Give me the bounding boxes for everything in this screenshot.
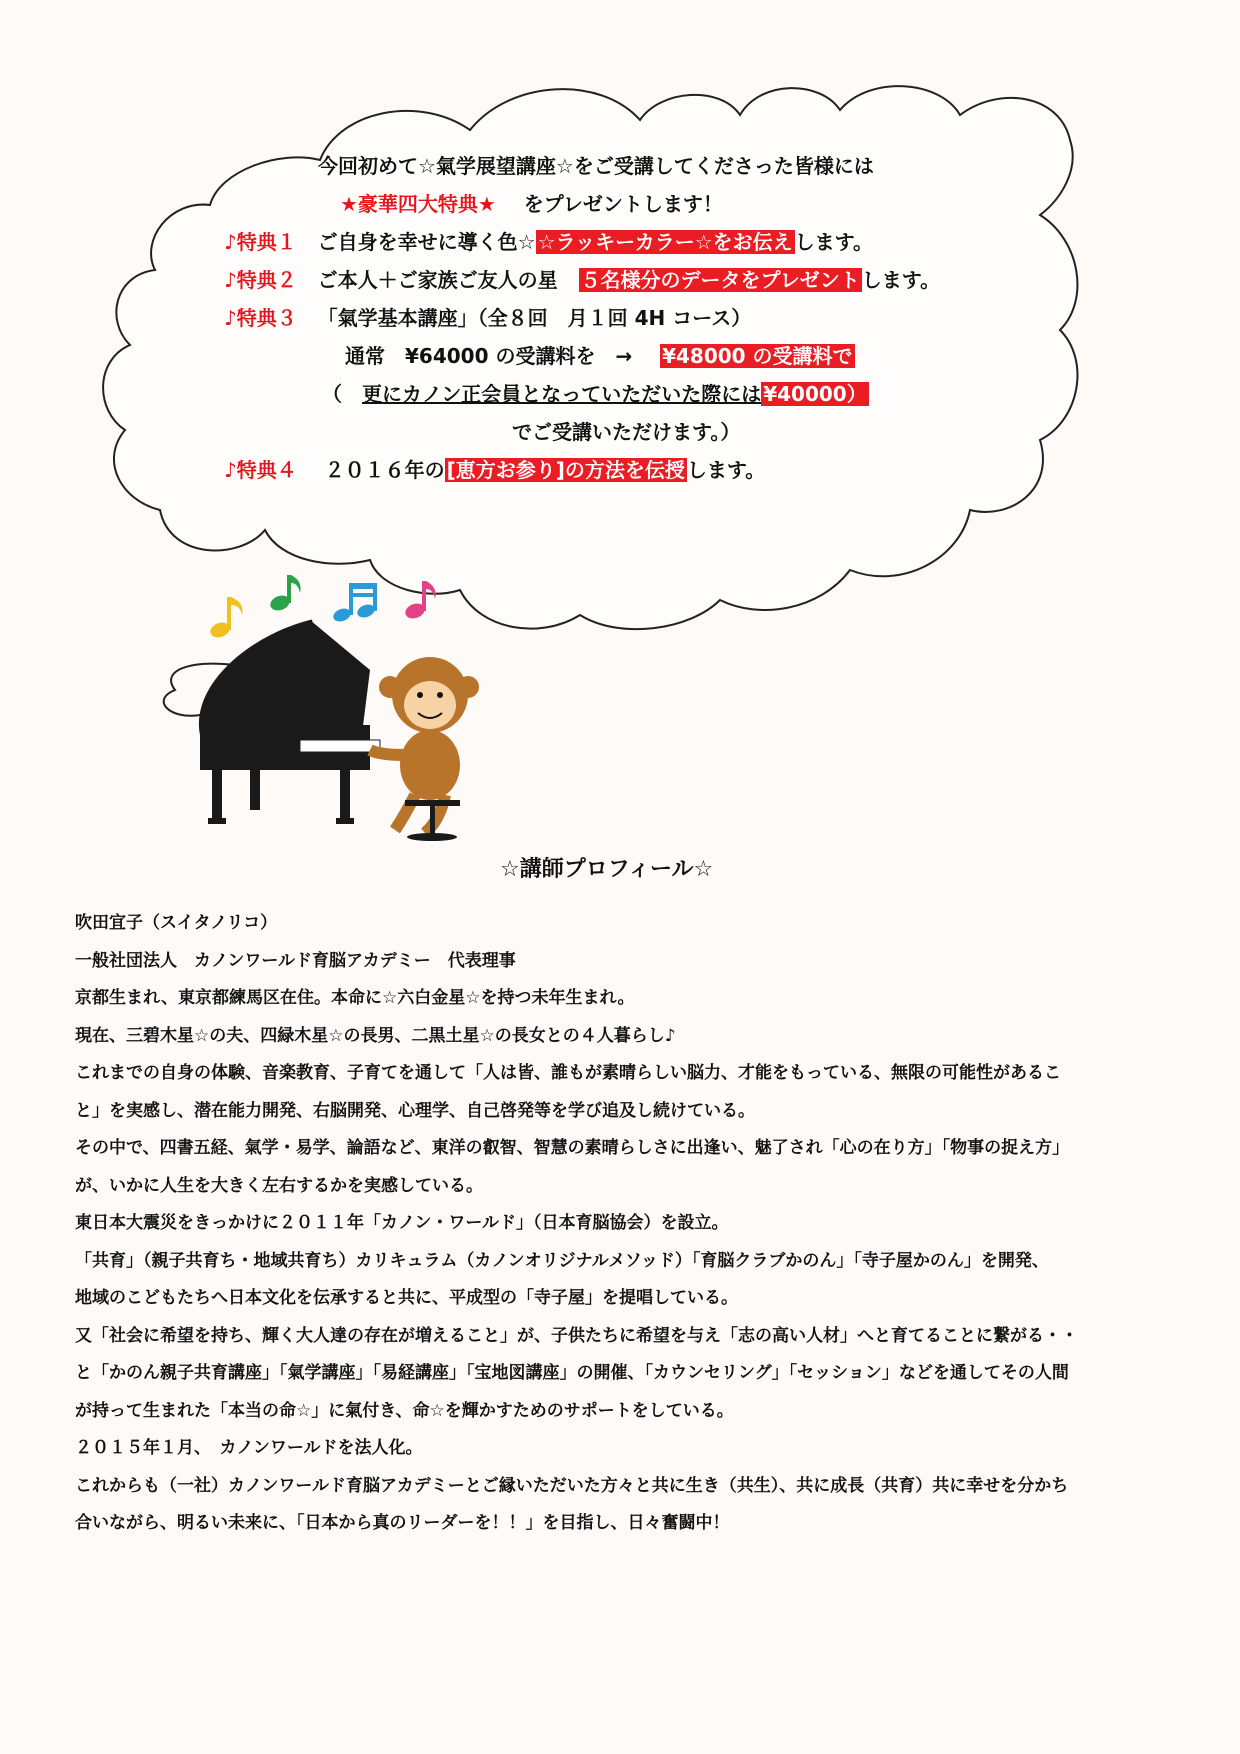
benefit-3 xyxy=(224,304,751,332)
benefit-3-regular-price: 通常 ¥64000 の受講料を → xyxy=(345,344,633,368)
profile-line: 合いながら、明るい未来に、「日本から真のリーダーを！！」を目指し、日々奮闘中！ xyxy=(75,1513,730,1533)
benefit-1-highlight: ☆ラッキーカラー☆をお伝え xyxy=(537,230,793,254)
profile-line: と」を実感し、潜在能力開発、右脳開発、心理学、自己啓発等を学び追及し続けている。 xyxy=(75,1100,755,1121)
monkey-piano-illustration xyxy=(190,575,500,875)
monkey xyxy=(370,657,479,841)
benefit-3-member-price: ¥40000） xyxy=(763,382,867,406)
benefit-3-line-4 xyxy=(512,418,740,446)
profile-line: 一般社団法人 カノンワールド育脳アカデミー 代表理事 xyxy=(75,950,516,971)
benefit-3-member-note: 更にカノン正会員となっていただいた際には xyxy=(362,382,762,406)
profile-line: これまでの自身の体験、音楽教育、子育てを通して「人は皆、誰もが素晴らしい脳力、才能をもっている、無限の可能性があるこ xyxy=(75,1063,1061,1083)
profile-title: ☆講師プロフィール☆ xyxy=(500,857,714,882)
benefit-2-highlight: ５名様分のデータをプレゼント xyxy=(580,268,860,292)
benefit-3-open-paren: （ xyxy=(322,382,362,406)
profile-line: その中で、四書五経、氣学・易学、論語など、東洋の叡智、智慧の素晴らしさに出逢い、魅了され「心の在り方」「物事の捉え方」 xyxy=(75,1138,1070,1158)
benefit-3-line-2 xyxy=(345,342,855,370)
profile-line: 又「社会に希望を持ち、輝く大人達の存在が増えること」が、子供たちに希望を与え「志の高い人材」へと育てることに繋がる・・ xyxy=(75,1325,1078,1346)
blue-note-icon xyxy=(331,583,377,624)
benefit-4-end: します。 xyxy=(686,458,766,482)
green-note-icon xyxy=(268,575,300,613)
benefit-1-label: ♪特典１ xyxy=(224,230,297,254)
benefit-4 xyxy=(224,456,765,484)
intro-line xyxy=(318,152,874,180)
benefit-3-line-3 xyxy=(322,380,869,408)
benefit-2-end: します。 xyxy=(861,268,941,292)
profile-line: が持って生まれた「本当の命☆」に氣付き、命☆を輝かすためのサポートをしている。 xyxy=(75,1400,734,1421)
benefit-1 xyxy=(224,228,873,256)
intro-text: 今回初めて☆氣学展望講座☆をご受講してくださった皆様には xyxy=(318,154,874,178)
benefit-3-label: ♪特典３ xyxy=(224,306,297,330)
profile-line: 吹田宜子（スイタノリコ） xyxy=(75,913,278,933)
profile-line: 地域のこどもたちへ日本文化を伝承すると共に、平成型の「寺子屋」を提唱している。 xyxy=(75,1288,738,1308)
benefit-2-text: ご本人＋ご家族ご友人の星 xyxy=(317,268,558,292)
profile-section xyxy=(75,905,1175,1543)
benefit-1-end: します。 xyxy=(794,230,874,254)
profile-line: これからも（一社）カノンワールド育脳アカデミーとご縁いただいた方々と共に生き（共生）、共に成長（共育）共に幸せを分かち xyxy=(75,1475,1069,1496)
pink-note-icon xyxy=(403,581,435,621)
profile-line: が、いかに人生を大きく左右するかを実感している。 xyxy=(75,1175,483,1196)
benefit-4-label: ♪特典４ xyxy=(224,458,297,482)
profile-line: 「共育」（親子共育ち・地域共育ち）カリキュラム（カノンオリジナルメソッド）「育脳クラブかのん」「寺子屋かのん」を開発、 xyxy=(75,1250,1049,1271)
grand-piano xyxy=(199,620,380,824)
benefit-3-closing: でご受講いただけます。） xyxy=(512,420,741,444)
headline-rest: をプレゼントします！ xyxy=(523,192,723,216)
benefit-2 xyxy=(224,266,940,294)
profile-line: 東日本大震災をきっかけに２０１１年「カノン・ワールド」（日本育脳協会）を設立。 xyxy=(75,1213,729,1233)
profile-line: 京都生まれ、東京都練馬区在住。本命に☆六白金星☆を持つ未年生まれ。 xyxy=(75,988,635,1008)
headline-red: ★豪華四大特典★ xyxy=(340,192,496,216)
benefit-2-label: ♪特典２ xyxy=(224,268,297,292)
benefit-1-text: ご自身を幸せに導く色☆ xyxy=(317,230,536,254)
profile-line: 現在、三碧木星☆の夫、四緑木星☆の長男、二黒土星☆の長女との４人暮らし♪ xyxy=(75,1025,676,1046)
benefit-3-discount-price: ¥48000 の受講料で xyxy=(662,344,853,368)
benefit-4-highlight: [恵方お参り]の方法を伝授 xyxy=(446,458,685,482)
profile-line: ２０１５年１月、 カノンワールドを法人化。 xyxy=(75,1438,423,1458)
benefit-3-text: 「氣学基本講座」（全８回 月１回 4H コース） xyxy=(317,306,752,330)
yellow-note-icon xyxy=(208,597,242,640)
headline-line xyxy=(340,190,723,218)
profile-line: と「かのん親子共育講座」「氣学講座」「易経講座」「宝地図講座」の開催、「カウンセリング」「セッション」などを通してその人間 xyxy=(75,1363,1069,1383)
benefit-4-text: ２０１６年の xyxy=(324,458,445,482)
